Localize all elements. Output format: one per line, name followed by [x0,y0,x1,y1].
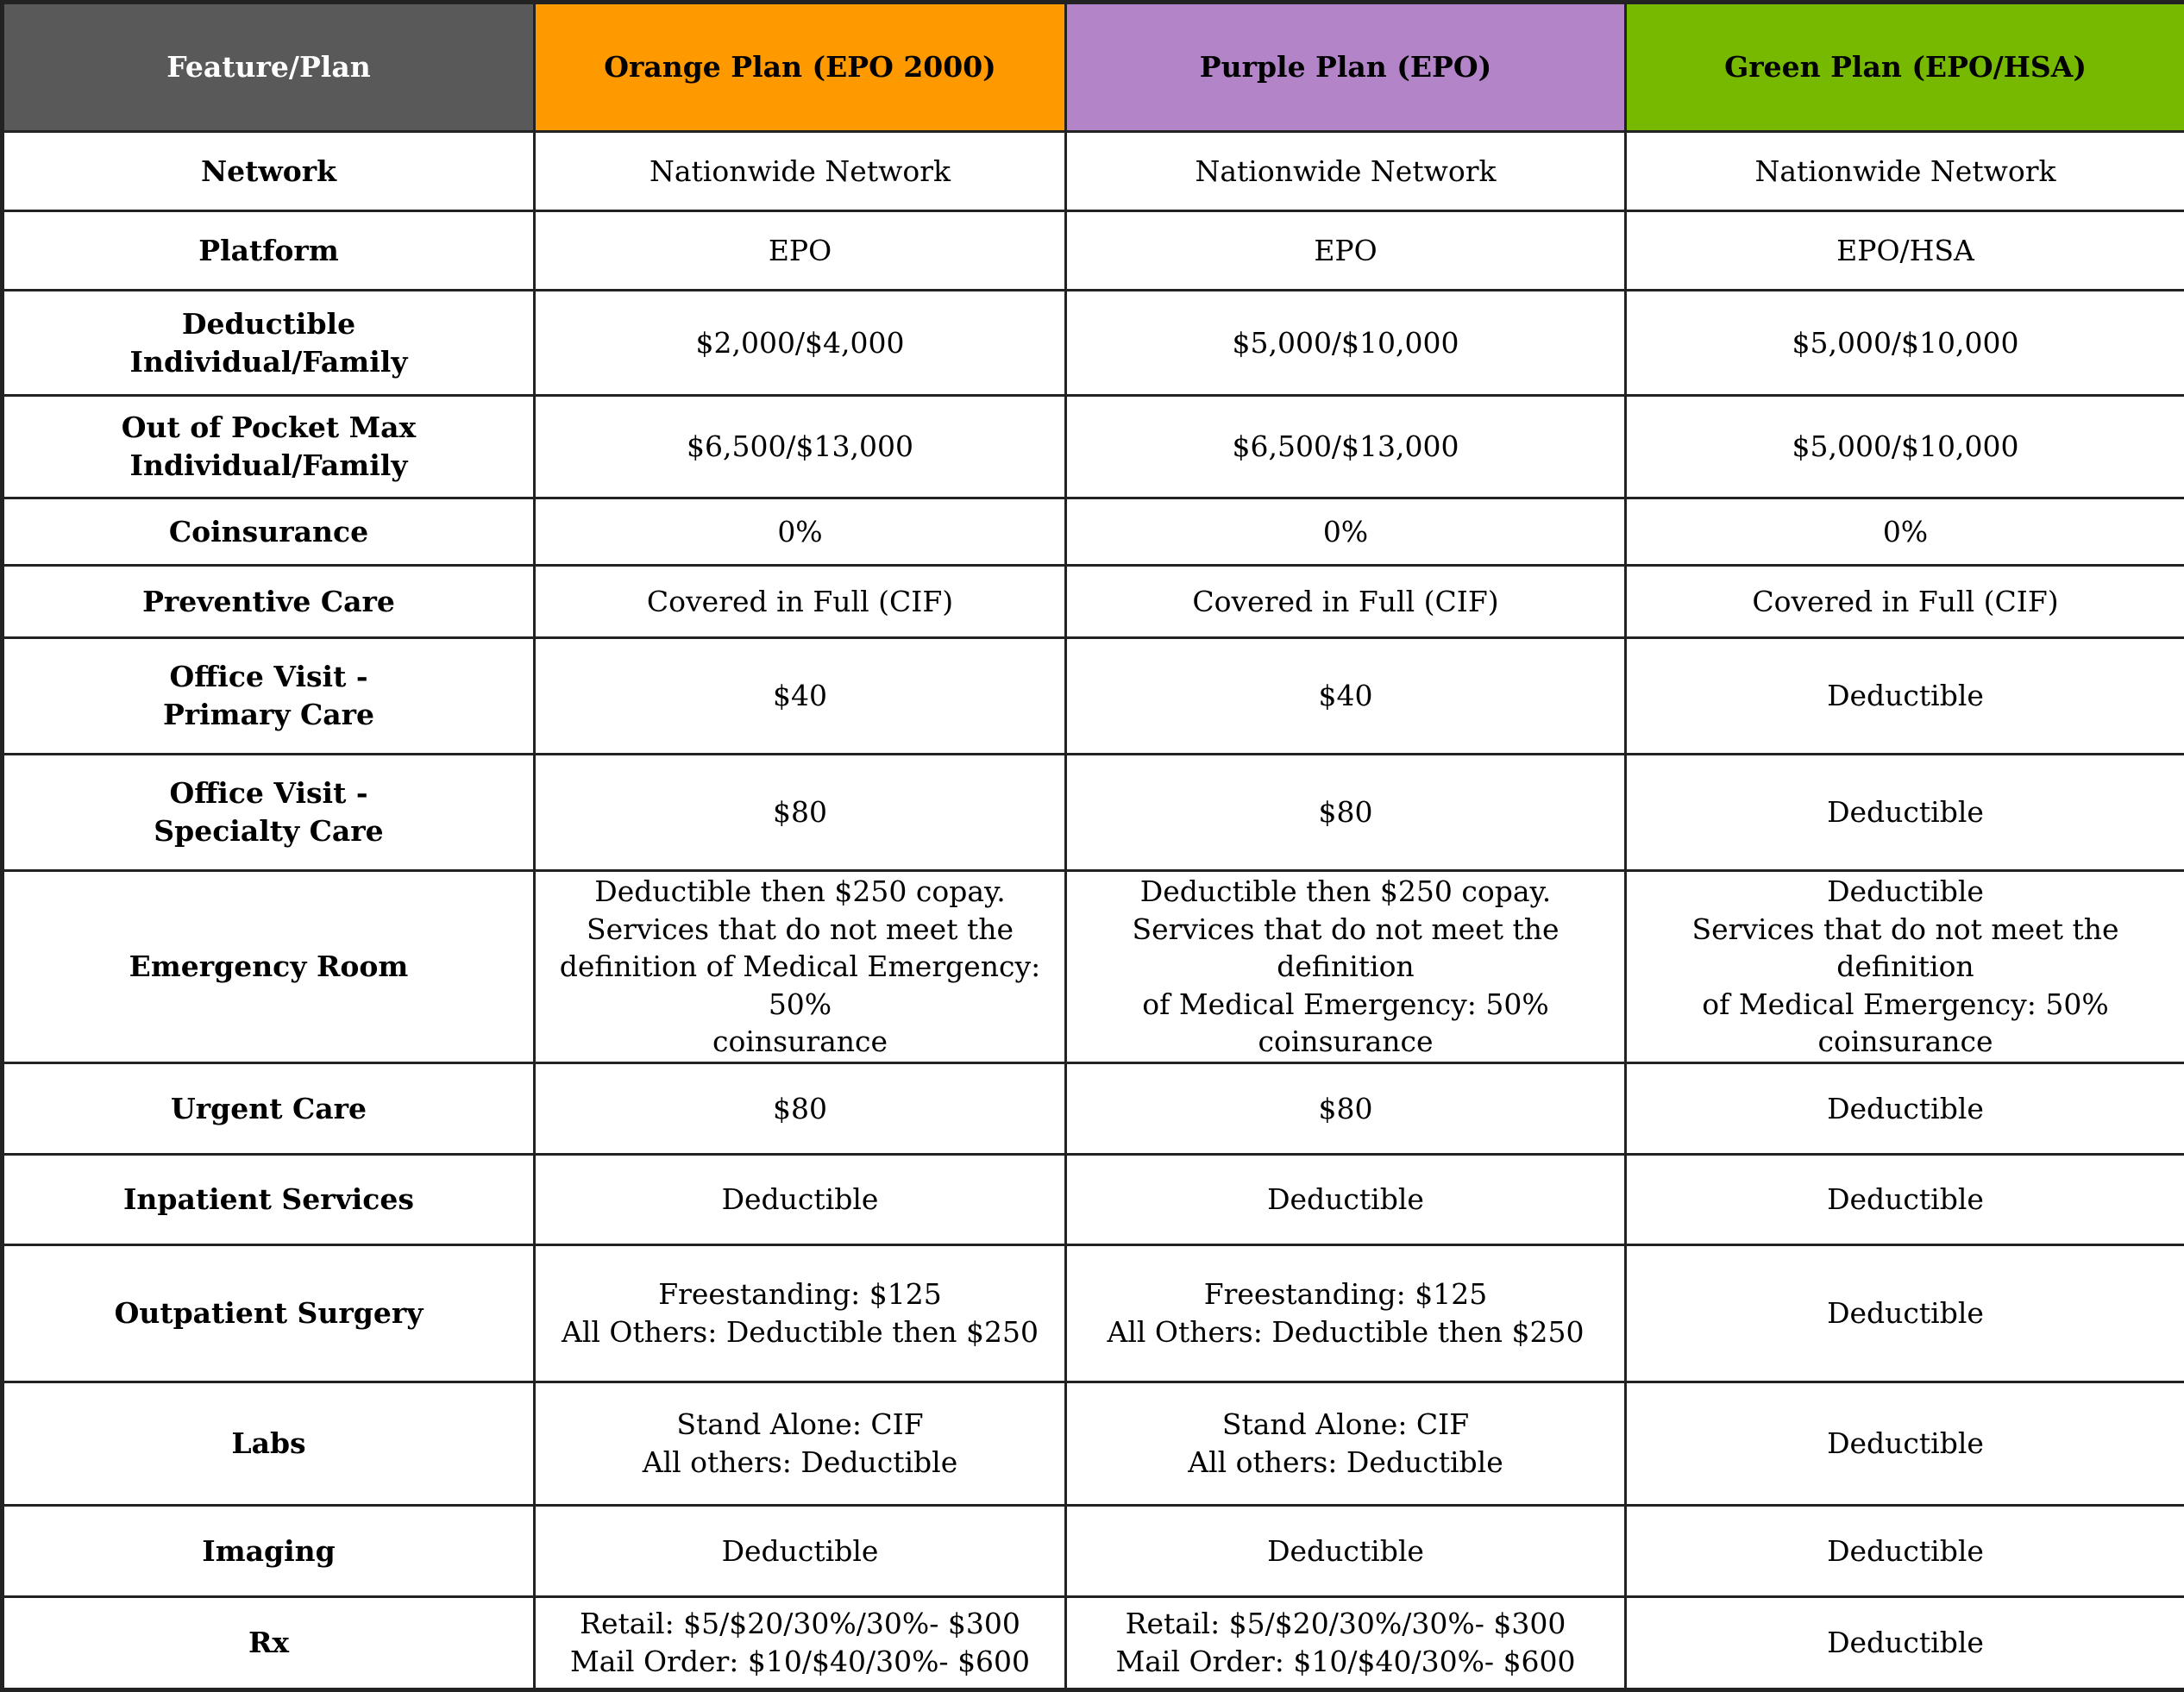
green-cell: Deductible [1626,1382,2184,1506]
feature-cell: Urgent Care [3,1063,535,1155]
table-row [3,1382,2184,1506]
feature-cell: Out of Pocket Max Individual/Family [3,396,535,498]
table-row [3,638,2184,755]
orange-cell: $80 [535,755,1066,871]
purple-cell: Freestanding: $125 All Others: Deductible then $250 [1066,1245,1626,1382]
orange-cell: Deductible [535,1506,1066,1597]
green-cell: Nationwide Network [1626,132,2184,211]
table-row [3,755,2184,871]
green-cell: Deductible [1626,1063,2184,1155]
feature-cell: Office Visit - Primary Care [3,638,535,755]
orange-cell: $2,000/$4,000 [535,291,1066,396]
purple-cell: $5,000/$10,000 [1066,291,1626,396]
green-cell: Deductible [1626,1597,2184,1690]
green-cell: Deductible [1626,1245,2184,1382]
feature-cell: Deductible Individual/Family [3,291,535,396]
feature-cell: Network [3,132,535,211]
purple-cell: Covered in Full (CIF) [1066,566,1626,638]
table-row [3,566,2184,638]
table-row [3,132,2184,211]
purple-cell: $80 [1066,1063,1626,1155]
green-cell: Deductible [1626,1506,2184,1597]
orange-cell: EPO [535,211,1066,291]
orange-cell: $80 [535,1063,1066,1155]
purple-cell: Deductible then $250 copay. Services that do not meet the definition of Medical Emergency: 50% coinsurance [1066,871,1626,1063]
green-cell: EPO/HSA [1626,211,2184,291]
feature-cell: Emergency Room [3,871,535,1063]
feature-cell: Inpatient Services [3,1155,535,1245]
purple-cell: Stand Alone: CIF All others: Deductible [1066,1382,1626,1506]
orange-cell: Deductible [535,1155,1066,1245]
green-cell: Covered in Full (CIF) [1626,566,2184,638]
orange-cell: Nationwide Network [535,132,1066,211]
header-purple-plan: Purple Plan (EPO) [1066,3,1626,132]
header-orange-plan: Orange Plan (EPO 2000) [535,3,1066,132]
table-row [3,1245,2184,1382]
orange-cell: Retail: $5/$20/30%/30%- $300 Mail Order: $10/$40/30%- $600 [535,1597,1066,1690]
green-cell: $5,000/$10,000 [1626,291,2184,396]
purple-cell: EPO [1066,211,1626,291]
purple-cell: Deductible [1066,1155,1626,1245]
orange-cell: Covered in Full (CIF) [535,566,1066,638]
feature-cell: Office Visit - Specialty Care [3,755,535,871]
green-cell: Deductible [1626,638,2184,755]
orange-cell: Deductible then $250 copay. Services that do not meet the definition of Medical Emergency: 50% coinsurance [535,871,1066,1063]
green-cell: Deductible [1626,755,2184,871]
green-cell: 0% [1626,498,2184,566]
purple-cell: $80 [1066,755,1626,871]
green-cell: $5,000/$10,000 [1626,396,2184,498]
feature-cell: Coinsurance [3,498,535,566]
header-feature: Feature/Plan [3,3,535,132]
table-row [3,396,2184,498]
purple-cell: Nationwide Network [1066,132,1626,211]
purple-cell: Deductible [1066,1506,1626,1597]
table-row [3,871,2184,1063]
purple-cell: $6,500/$13,000 [1066,396,1626,498]
table-row [3,291,2184,396]
orange-cell: 0% [535,498,1066,566]
table-row [3,1597,2184,1690]
orange-cell: $40 [535,638,1066,755]
table-row [3,1063,2184,1155]
feature-cell: Preventive Care [3,566,535,638]
table-row [3,498,2184,566]
feature-cell: Labs [3,1382,535,1506]
table-row [3,211,2184,291]
feature-cell: Outpatient Surgery [3,1245,535,1382]
purple-cell: Retail: $5/$20/30%/30%- $300 Mail Order: $10/$40/30%- $600 [1066,1597,1626,1690]
table-row [3,1155,2184,1245]
green-cell: Deductible Services that do not meet the definition of Medical Emergency: 50% coinsurance [1626,871,2184,1063]
feature-cell: Rx [3,1597,535,1690]
orange-cell: Freestanding: $125 All Others: Deductible then $250 [535,1245,1066,1382]
purple-cell: $40 [1066,638,1626,755]
header-green-plan: Green Plan (EPO/HSA) [1626,3,2184,132]
feature-cell: Imaging [3,1506,535,1597]
table-row [3,1506,2184,1597]
header-row [3,3,2184,132]
orange-cell: $6,500/$13,000 [535,396,1066,498]
orange-cell: Stand Alone: CIF All others: Deductible [535,1382,1066,1506]
feature-cell: Platform [3,211,535,291]
purple-cell: 0% [1066,498,1626,566]
green-cell: Deductible [1626,1155,2184,1245]
